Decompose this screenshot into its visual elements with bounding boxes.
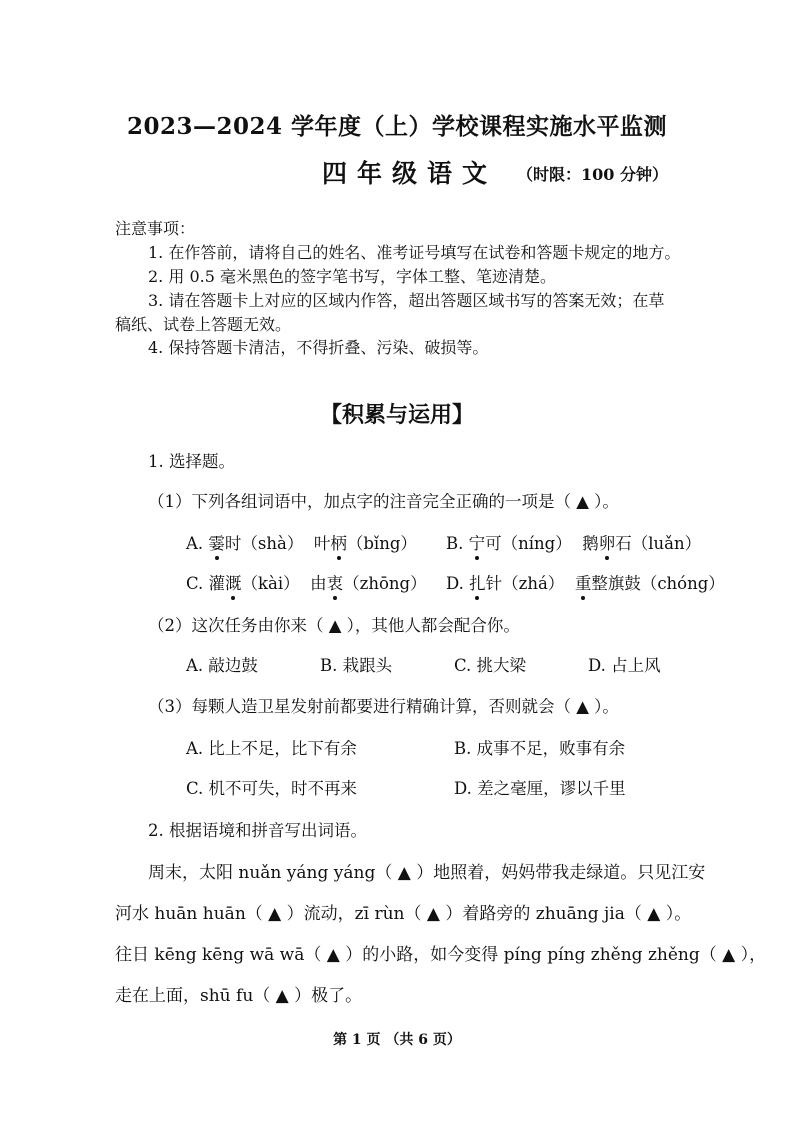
exam-title: 2023—2024 学年度（上）学校课程实施水平监测 — [126, 113, 668, 140]
q2-line-3: 往日 kēng kēng wā wā（ ▲ ）的小路，如今变得 píng píng zhěng zhěng（ ▲ ）， — [115, 945, 767, 965]
q1-sub2-stem: （2）这次任务由你来（ ▲ ），其他人都会配合你。 — [148, 616, 520, 635]
time-limit: （时限：100 分钟） — [517, 165, 668, 184]
page-footer: 第 1 页 （共 6 页） — [333, 1032, 461, 1048]
q1-sub2-option-b: B. 栽跟头 — [320, 656, 393, 675]
notice-line-4: 4. 保持答题卡清洁，不得折叠、污染、破损等。 — [148, 338, 489, 357]
q1-sub2-option-a: A. 敲边鼓 — [186, 656, 258, 675]
q2-heading: 2. 根据语境和拼音写出词语。 — [148, 821, 367, 840]
q1-heading: 1. 选择题。 — [148, 452, 235, 471]
q2-line-2: 河水 huān huān（ ▲ ）流动，zī rùn（ ▲ ）着路旁的 zhuāng jia（ ▲ ）。 — [115, 904, 692, 924]
q1-sub1-option-d: D. 扎针（zhá） 重整旗鼓（chóng） — [446, 570, 725, 594]
q1-sub3-stem: （3）每颗人造卫星发射前都要进行精确计算，否则就会（ ▲ ）。 — [148, 697, 619, 716]
q1-sub1-stem: （1）下列各组词语中，加点字的注音完全正确的一项是（ ▲ ）。 — [148, 492, 619, 511]
q2-line-4: 走在上面，shū fu（ ▲ ）极了。 — [115, 986, 363, 1006]
q2-line-1: 周末，太阳 nuǎn yáng yáng（ ▲ ）地照着，妈妈带我走绿道。只见江安 — [148, 863, 706, 883]
q1-sub1-option-c: C. 灌溉（kài） 由衷（zhōng） — [186, 570, 427, 594]
q1-sub3-option-b: B. 成事不足，败事有余 — [454, 739, 626, 758]
exam-subtitle: 四年级语文 — [322, 159, 498, 188]
q1-sub2-option-d: D. 占上风 — [588, 656, 661, 675]
notice-line-2: 2. 用 0.5 毫米黑色的签字笔书写，字体工整、笔迹清楚。 — [148, 267, 556, 286]
notice-line-3: 3. 请在答题卡上对应的区域内作答，超出答题区域书写的答案无效；在草 — [148, 291, 665, 310]
notice-line-3-cont: 稿纸、试卷上答题无效。 — [115, 315, 292, 334]
notice-heading: 注意事项： — [115, 219, 196, 238]
q1-sub3-option-c: C. 机不可失，时不再来 — [186, 779, 358, 798]
q1-sub3-option-a: A. 比上不足，比下有余 — [186, 739, 357, 758]
q1-sub2-option-c: C. 挑大梁 — [454, 656, 527, 675]
q1-sub1-option-a: A. 霎时（shà） 叶柄（bǐng） — [186, 530, 417, 554]
q1-sub3-option-d: D. 差之毫厘，谬以千里 — [454, 779, 626, 798]
section-title: 【积累与运用】 — [319, 402, 474, 428]
notice-line-1: 1. 在作答前，请将自己的姓名、准考证号填写在试卷和答题卡规定的地方。 — [148, 243, 681, 262]
q1-sub1-option-b: B. 宁可（níng） 鹅卵石（luǎn） — [446, 530, 701, 554]
